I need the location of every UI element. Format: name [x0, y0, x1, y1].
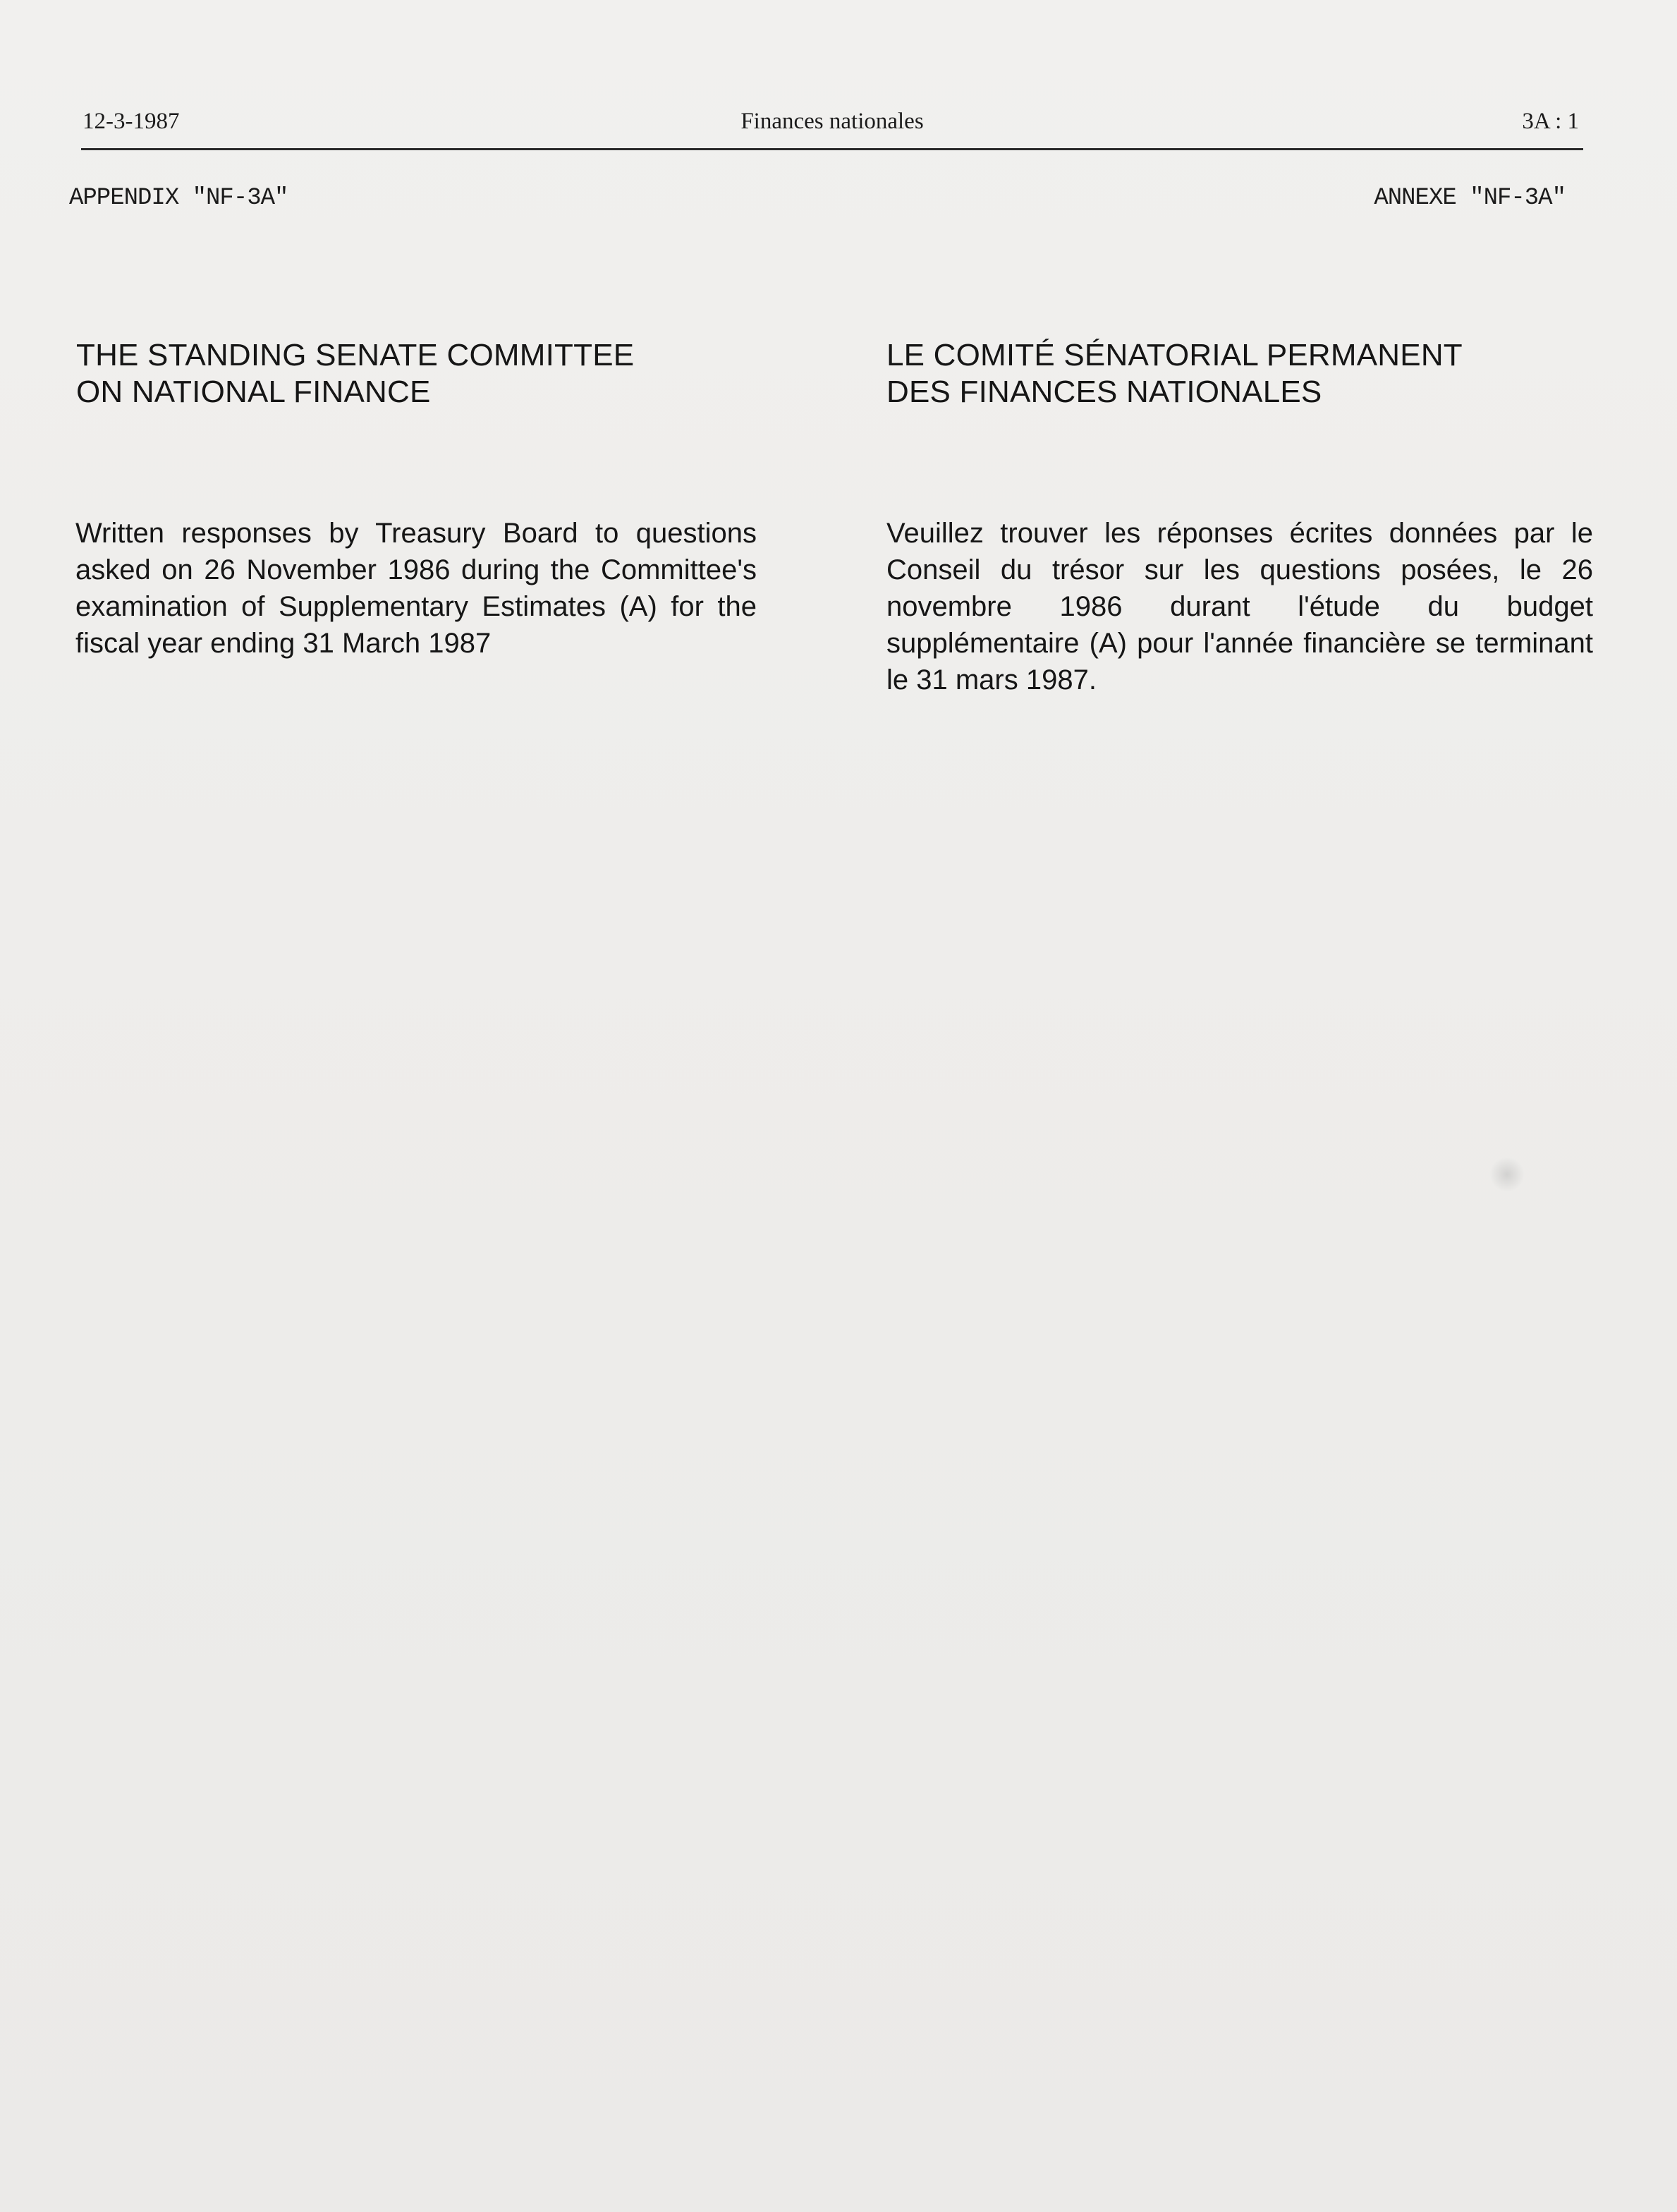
appendix-label-english: APPENDIX "NF-3A" [69, 185, 288, 212]
intro-paragraph-french: Veuillez trouver les réponses écrites données par le Conseil du trésor sur les questions posées, le 26 novembre 1986 durant l'étude du budget supplémentaire (A) pour l'année financière se terminant le 31 mars 1987. [886, 518, 1593, 695]
committee-title-french-line1: LE COMITÉ SÉNATORIAL PERMANENT [886, 338, 1463, 372]
appendix-label-french: ANNEXE "NF-3A" [1374, 185, 1566, 212]
header-publication: Finances nationales [740, 109, 924, 134]
paper-speck [1489, 1157, 1525, 1192]
committee-title-english [76, 337, 824, 411]
header-page-ref: 3A : 1 [1522, 109, 1579, 134]
committee-title-english-line1: THE STANDING SENATE COMMITTEE [76, 338, 635, 372]
committee-title-french [886, 337, 1592, 411]
header-date: 12-3-1987 [83, 109, 180, 134]
committee-title-french-line2: DES FINANCES NATIONALES [886, 375, 1322, 409]
intro-paragraph-english: Written responses by Treasury Board to questions asked on 26 November 1986 during the Committee's examination of Supplementary Estimates (A) for the fiscal year ending 31 March 1987 [75, 518, 757, 659]
committee-title-english-line2: ON NATIONAL FINANCE [76, 375, 431, 409]
running-header [81, 106, 1583, 150]
